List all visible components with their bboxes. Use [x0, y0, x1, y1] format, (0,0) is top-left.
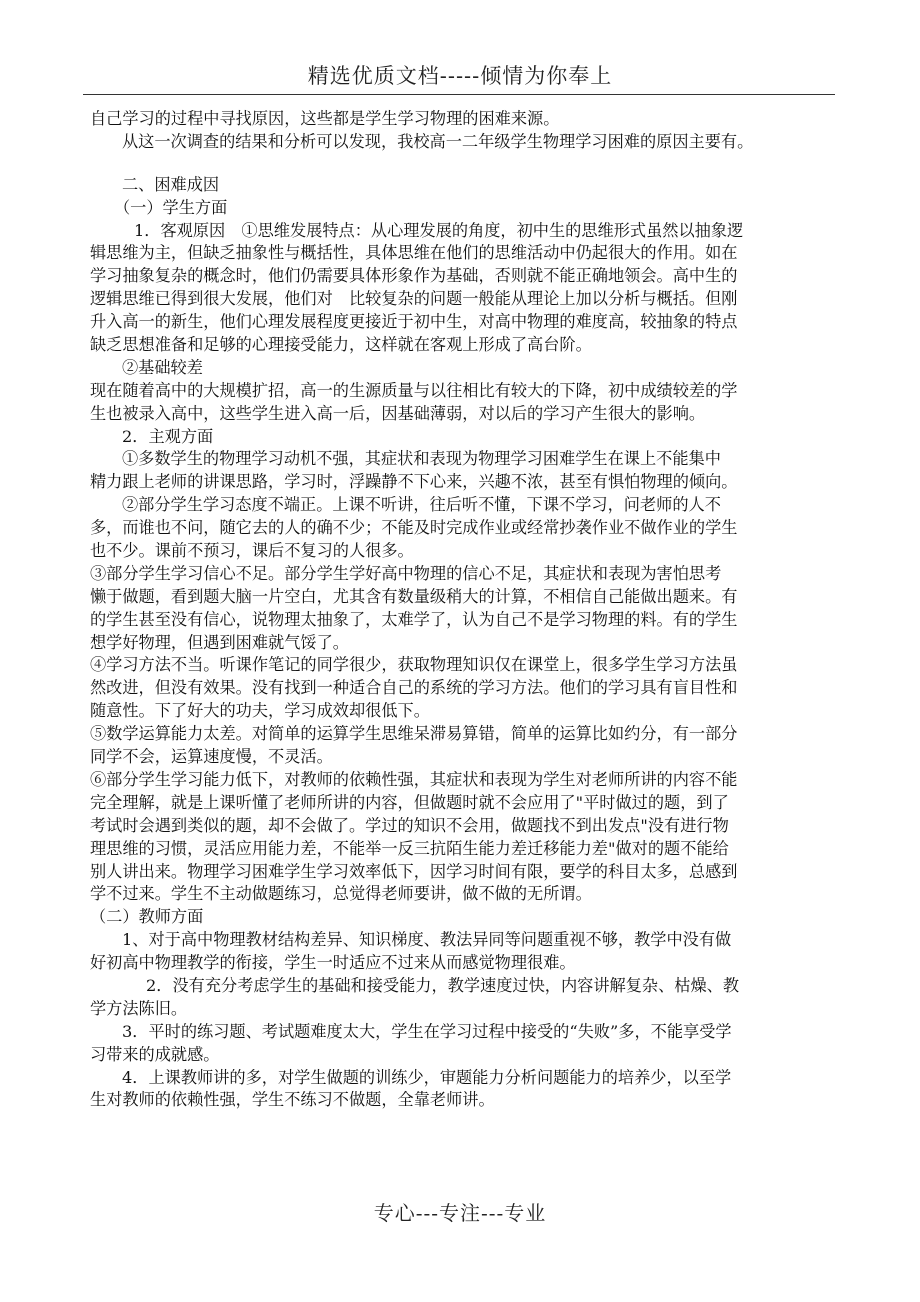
text-line: ③部分学生学习信心不足。部分学生学好高中物理的信心不足，其症状和表现为害怕思考	[90, 563, 722, 583]
text-line: 的学生甚至没有信心，说物理太抽象了，太难学了，认为自己不是学习物理的料。有的学生	[90, 609, 738, 629]
text-line: 好初高中物理教学的衔接，学生一时适应不过来从而感觉物理很难。	[90, 953, 576, 973]
header-divider	[83, 94, 835, 95]
page-header: 精选优质文档-----倾情为你奉上	[307, 64, 613, 88]
text-line: 然改进，但没有效果。没有找到一种适合自己的系统的学习方法。他们的学习具有盲目性和	[90, 678, 738, 698]
text-line: 精力跟上老师的讲课思路，学习时，浮躁静不下心来，兴趣不浓，甚至有惧怕物理的倾向。	[90, 472, 738, 492]
text-line: 别人讲出来。物理学习困难学生学习效率低下，因学习时间有限，要学的科目太多，总感到	[90, 861, 738, 881]
text-line: 逻辑思维已得到很大发展，他们对 比较复杂的问题一般能从理论上加以分析与概括。但刚	[90, 289, 738, 309]
text-line: 学习抽象复杂的概念时，他们仍需要具体形象作为基础，否则就不能正确地领会。高中生的	[90, 266, 738, 286]
text-line: ①多数学生的物理学习动机不强，其症状和表现为物理学习困难学生在课上不能集中	[122, 449, 721, 469]
text-line: 辑思维为主，但缺乏抽象性与概括性，具体思维在他们的思维活动中仍起很大的作用。如在	[90, 243, 738, 263]
text-line: 从这一次调查的结果和分析可以发现，我校高一二年级学生物理学习困难的原因主要有。	[122, 131, 754, 151]
text-line: ④学习方法不当。听课作笔记的同学很少，获取物理知识仅在课堂上，很多学生学习方法虽	[90, 655, 738, 675]
text-line: 考试时会遇到类似的题，却不会做了。学过的知识不会用，做题找不到出发点"没有进行物	[90, 815, 729, 835]
text-line: 现在随着高中的大规模扩招，高一的生源质量与以往相比有较大的下降，初中成绩较差的学	[90, 380, 738, 400]
text-line: ②部分学生学习态度不端正。上课不听讲，往后听不懂，下课不学习，问老师的人不	[122, 495, 721, 515]
text-line: ②基础较差	[122, 357, 203, 377]
text-line: 也不少。课前不预习，课后不复习的人很多。	[90, 541, 414, 561]
text-line: 二、困难成因	[122, 174, 220, 194]
text-line: （一）学生方面	[114, 197, 228, 217]
text-line: 自己学习的过程中寻找原因，这些都是学生学习物理的困难来源。	[90, 109, 560, 128]
text-line: 1．客观原因 ①思维发展特点：从心理发展的角度，初中生的思维形式虽然以抽象逻	[134, 220, 744, 240]
text-line: 学方法陈旧。	[90, 998, 188, 1018]
text-line: 懒于做题，看到题大脑一片空白，尤其含有数量级稍大的计算，不相信自己能做出题来。有	[90, 586, 738, 606]
text-line: 想学好物理，但遇到困难就气馁了。	[90, 632, 349, 652]
text-line: 2．没有充分考虑学生的基础和接受能力，教学速度过快，内容讲解复杂、枯燥、教	[146, 975, 740, 995]
page-footer: 专心---专注---专业	[373, 1201, 547, 1225]
text-line: 升入高一的新生，他们心理发展程度更接近于初中生，对高中物理的难度高，较抽象的特点	[90, 312, 738, 332]
text-line: ⑤数学运算能力太差。对简单的运算学生思维呆滞易算错，简单的运算比如约分，有一部分	[90, 724, 738, 744]
text-line: ⑥部分学生学习能力低下，对教师的依赖性强，其症状和表现为学生对老师所讲的内容不能	[90, 769, 738, 789]
text-line: 生对教师的依赖性强，学生不练习不做题，全靠老师讲。	[90, 1090, 495, 1110]
text-line: 4．上课教师讲的多，对学生做题的训练少，审题能力分析问题能力的培养少，以至学	[122, 1067, 732, 1087]
text-line: 生也被录入高中，这些学生进入高一后，因基础薄弱，对以后的学习产生很大的影响。	[90, 403, 706, 423]
text-line: 完全理解，就是上课听懂了老师所讲的内容，但做题时就不会应用了"平时做过的题，到了	[90, 792, 729, 812]
text-line: 理思维的习惯，灵活应用能力差，不能举一反三抗陌生能力差迁移能力差"做对的题不能给	[90, 838, 729, 858]
text-line: （二）教师方面	[90, 907, 204, 927]
text-line: 习带来的成就感。	[90, 1044, 220, 1064]
text-line: 2．主观方面	[122, 426, 214, 446]
text-line: 多，而谁也不问，随它去的人的确不少；不能及时完成作业或经常抄袭作业不做作业的学生	[90, 518, 738, 538]
text-line: 3．平时的练习题、考试题难度太大，学生在学习过程中接受的“失败”多，不能享受学	[122, 1021, 732, 1041]
text-line: 学不过来。学生不主动做题练习，总觉得老师要讲，做不做的无所谓。	[90, 884, 592, 904]
text-line: 缺乏思想准备和足够的心理接受能力，这样就在客观上形成了高台阶。	[90, 335, 592, 355]
text-line: 同学不会，运算速度慢，不灵活。	[90, 747, 333, 767]
text-line: 随意性。下了好大的功夫，学习成效却很低下。	[90, 701, 430, 721]
document-body	[90, 108, 835, 1112]
paragraph-gap	[90, 154, 835, 174]
text-line: 1、对于高中物理教材结构差异、知识梯度、教法异同等问题重视不够，教学中没有做	[122, 930, 732, 950]
